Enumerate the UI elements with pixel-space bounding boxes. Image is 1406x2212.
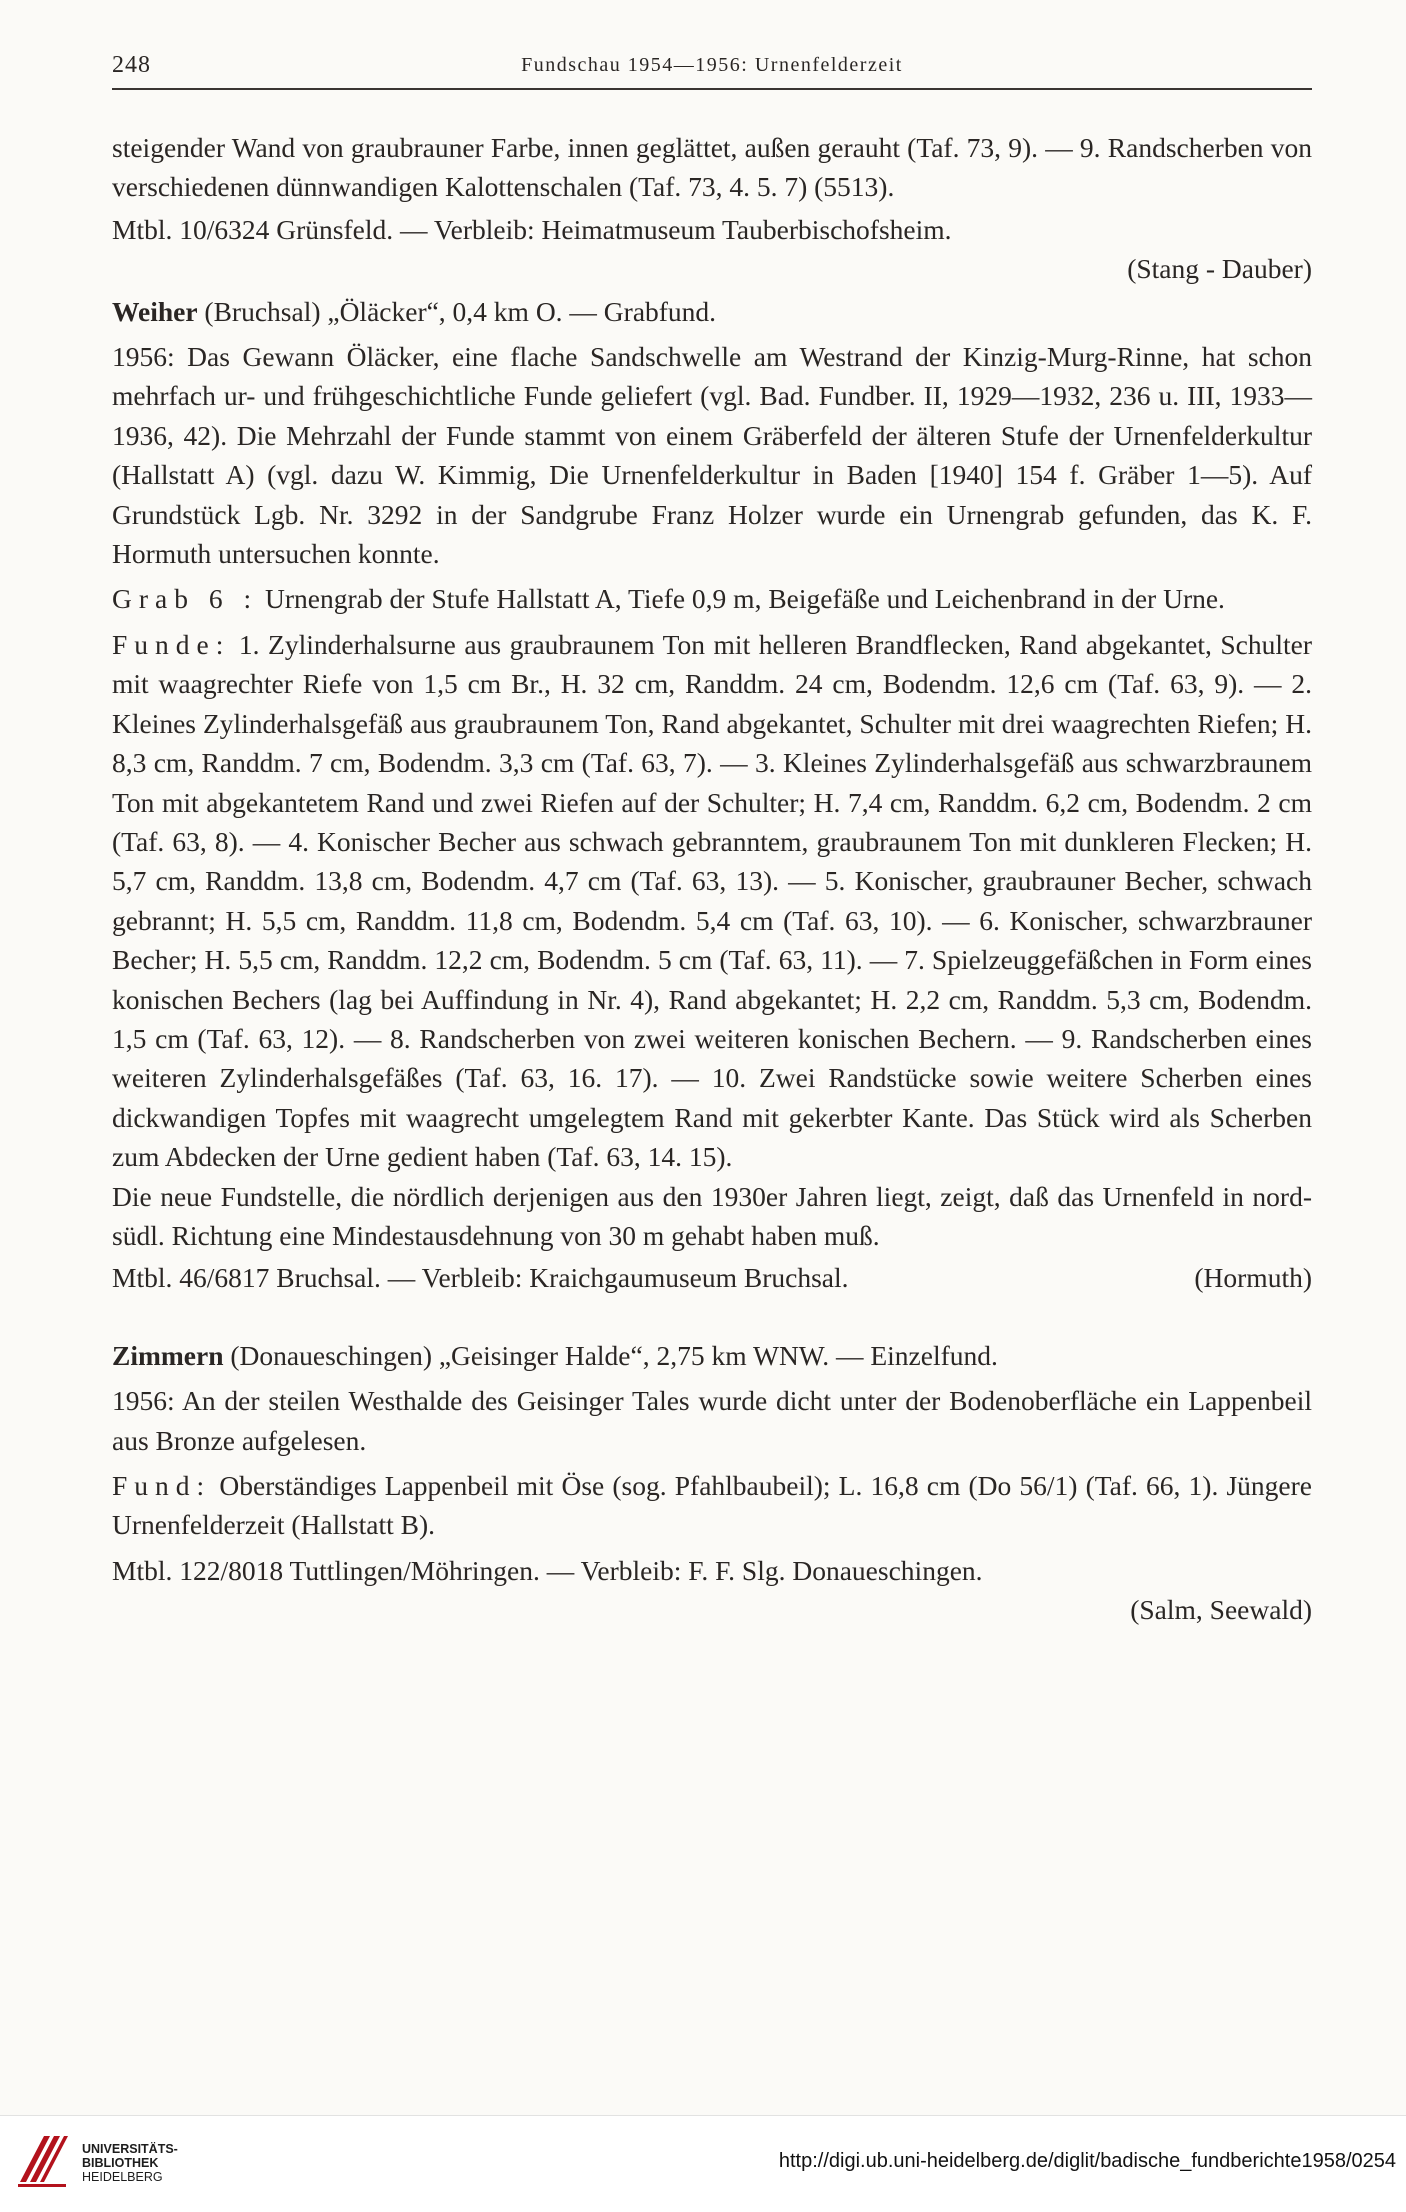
- paragraph-map-sheet-gruensfeld: Mtbl. 10/6324 Grünsfeld. — Verbleib: Heimatmuseum Tauberbischofsheim.: [112, 213, 952, 245]
- paragraph-continued-finds: steigender Wand von graubrauner Farbe, innen geglättet, außen gerauht (Taf. 73, 9). — 9. Randscherben von verschiedenen dünnwandigen Kalottenschalen (Taf. 73, 4. 5. 7) (5513).: [112, 132, 1312, 203]
- paragraph-grab-6: [112, 579, 1312, 618]
- source-url-link[interactable]: http://digi.ub.uni-heidelberg.de/diglit/badische_fundberichte1958/0254: [778, 2150, 1396, 2172]
- page-number: 248: [112, 52, 151, 78]
- author-credit-hormuth: (Hormuth): [1194, 1262, 1312, 1294]
- label-fund: Fund:: [112, 1470, 212, 1501]
- paragraph-new-site: Die neue Fundstelle, die nördlich derjenigen aus den 1930er Jahren liegt, zeigt, daß das Urnenfeld in nord-südl. Richtung eine Mindestausdehnung von 30 m gehabt haben muß.: [112, 1180, 1312, 1251]
- site-name-weiher: Weiher: [112, 295, 198, 327]
- grab-6-description: Urnengrab der Stufe Hallstatt A, Tiefe 0,9 m, Beigefäße und Leichenbrand in der Urne.: [258, 583, 1225, 615]
- paragraph-zimmern-report: 1956: An der steilen Westhalde des Geisinger Tales wurde dicht unter der Bodenoberfläche ein Lappenbeil aus Bronze aufgelesen.: [112, 1385, 1312, 1456]
- paragraph-funde: [112, 625, 1312, 1177]
- label-grab-6: Grab 6 :: [112, 583, 259, 615]
- footer-bar: [0, 2115, 1406, 2212]
- body-text: [112, 128, 1312, 1630]
- fund-description: Oberständiges Lappenbeil mit Öse (sog. Pfahlbaubeil); L. 16,8 cm (Do 56/1) (Taf. 66, 1). Jüngere Urnenfelderzeit (Hallstatt B).: [112, 1470, 1312, 1541]
- library-name-line-1: UNIVERSITÄTS-: [82, 2142, 178, 2156]
- paragraph-map-sheet-bruchsal: [112, 1258, 1312, 1297]
- map-sheet-bruchsal: Mtbl. 46/6817 Bruchsal. — Verbleib: Kraichgaumuseum Bruchsal.: [112, 1262, 849, 1294]
- heading-zimmern: [112, 1336, 1312, 1375]
- funde-description: 1. Zylinderhalsurne aus graubraunem Ton mit helleren Brandflecken, Rand abgekantet, Schulter mit waagrechter Riefe von 1,5 cm Br., H. 32 cm, Randdm. 24 cm, Bodendm. 12,6 cm (Taf. 63, 9). — 2. Kleines Zylinderhalsgefäß aus graubraunem Ton, Rand abgekantet, Schulter mit drei waagrechten Riefen; H. 8,3 cm, Randdm. 7 cm, Bodendm. 3,3 cm (Taf. 63, 7). — 3. Kleines Zylinderhalsgefäß aus schwarzbraunem Ton mit abgekantetem Rand und zwei Riefen auf der Schulter; H. 7,4 cm, Randdm. 6,2 cm, Bodendm. 2 cm (Taf. 63, 8). — 4. Konischer Becher aus schwach gebranntem, graubraunem Ton mit dunkleren Flecken; H. 5,7 cm, Randdm. 13,8 cm, Bodendm. 4,7 cm (Taf. 63, 13). — 5. Konischer, graubrauner Becher, schwach gebrannt; H. 5,5 cm, Randdm. 11,8 cm, Bodendm. 5,4 cm (Taf. 63, 10). — 6. Konischer, schwarzbrauner Becher; H. 5,5 cm, Randdm. 12,2 cm, Bodendm. 5 cm (Taf. 63, 11). — 7. Spielzeuggefäßchen in Form eines konischen Bechers (lag bei Auffindung in Nr. 4), Rand abgekantet; H. 2,2 cm, Randdm. 5,3 cm, Bodendm. 1,5 cm (Taf. 63, 12). — 8. Randscherben von zwei weiteren konischen Bechern. — 9. Randscherben eines weiteren Zylinderhalsgefäßes (Taf. 63, 16. 17). — 10. Zwei Randstücke sowie weitere Scherben eines dickwandigen Topfes mit waagrecht umgelegtem Rand mit gekerbter Kante. Das Stück wird als Scherben zum Abdecken der Urne gedient haben (Taf. 63, 14. 15).: [112, 628, 1312, 1173]
- heading-zimmern-details: (Donaueschingen) „Geisinger Halde“, 2,75 km WNW. — Einzelfund.: [223, 1339, 998, 1371]
- library-name: [82, 2142, 178, 2184]
- page-header: [112, 46, 1312, 86]
- paragraph-map-sheet-tuttlingen: Mtbl. 122/8018 Tuttlingen/Möhringen. — Verbleib: F. F. Slg. Donaueschingen.: [112, 1554, 983, 1586]
- running-title: Fundschau 1954—1956: Urnenfelderzeit: [521, 54, 903, 76]
- header-rule: [112, 88, 1312, 90]
- heading-weiher: [112, 292, 1312, 331]
- paragraph-fund: [112, 1466, 1312, 1545]
- author-credit-stang-dauber: (Stang - Dauber): [1127, 253, 1312, 285]
- library-name-line-2: BIBLIOTHEK: [82, 2156, 159, 2170]
- paragraph-weiher-report: 1956: Das Gewann Öläcker, eine flache Sandschwelle am Westrand der Kinzig-Murg-Rinne, hat schon mehrfach ur- und frühgeschichtliche Funde geliefert (vgl. Bad. Fundber. II, 1929—1932, 236 u. III, 1933—1936, 42). Die Mehrzahl der Funde stammt von einem Gräberfeld der älteren Stufe der Urnenfelderkultur (Hallstatt A) (vgl. dazu W. Kimmig, Die Urnenfelderkultur in Baden [1940] 154 f. Gräber 1—5). Auf Grundstück Lgb. Nr. 3292 in der Sandgrube Franz Holzer wurde ein Urnengrab gefunden, das K. F. Hormuth untersuchen konnte.: [112, 341, 1312, 570]
- library-name-line-3: HEIDELBERG: [82, 2170, 163, 2184]
- author-credit-salm-seewald: (Salm, Seewald): [1130, 1594, 1312, 1626]
- site-name-zimmern: Zimmern: [112, 1339, 224, 1371]
- heading-weiher-details: (Bruchsal) „Öläcker“, 0,4 km O. — Grabfund.: [197, 295, 717, 327]
- label-funde: Funde:: [112, 628, 231, 660]
- library-logo-icon: [14, 2130, 70, 2190]
